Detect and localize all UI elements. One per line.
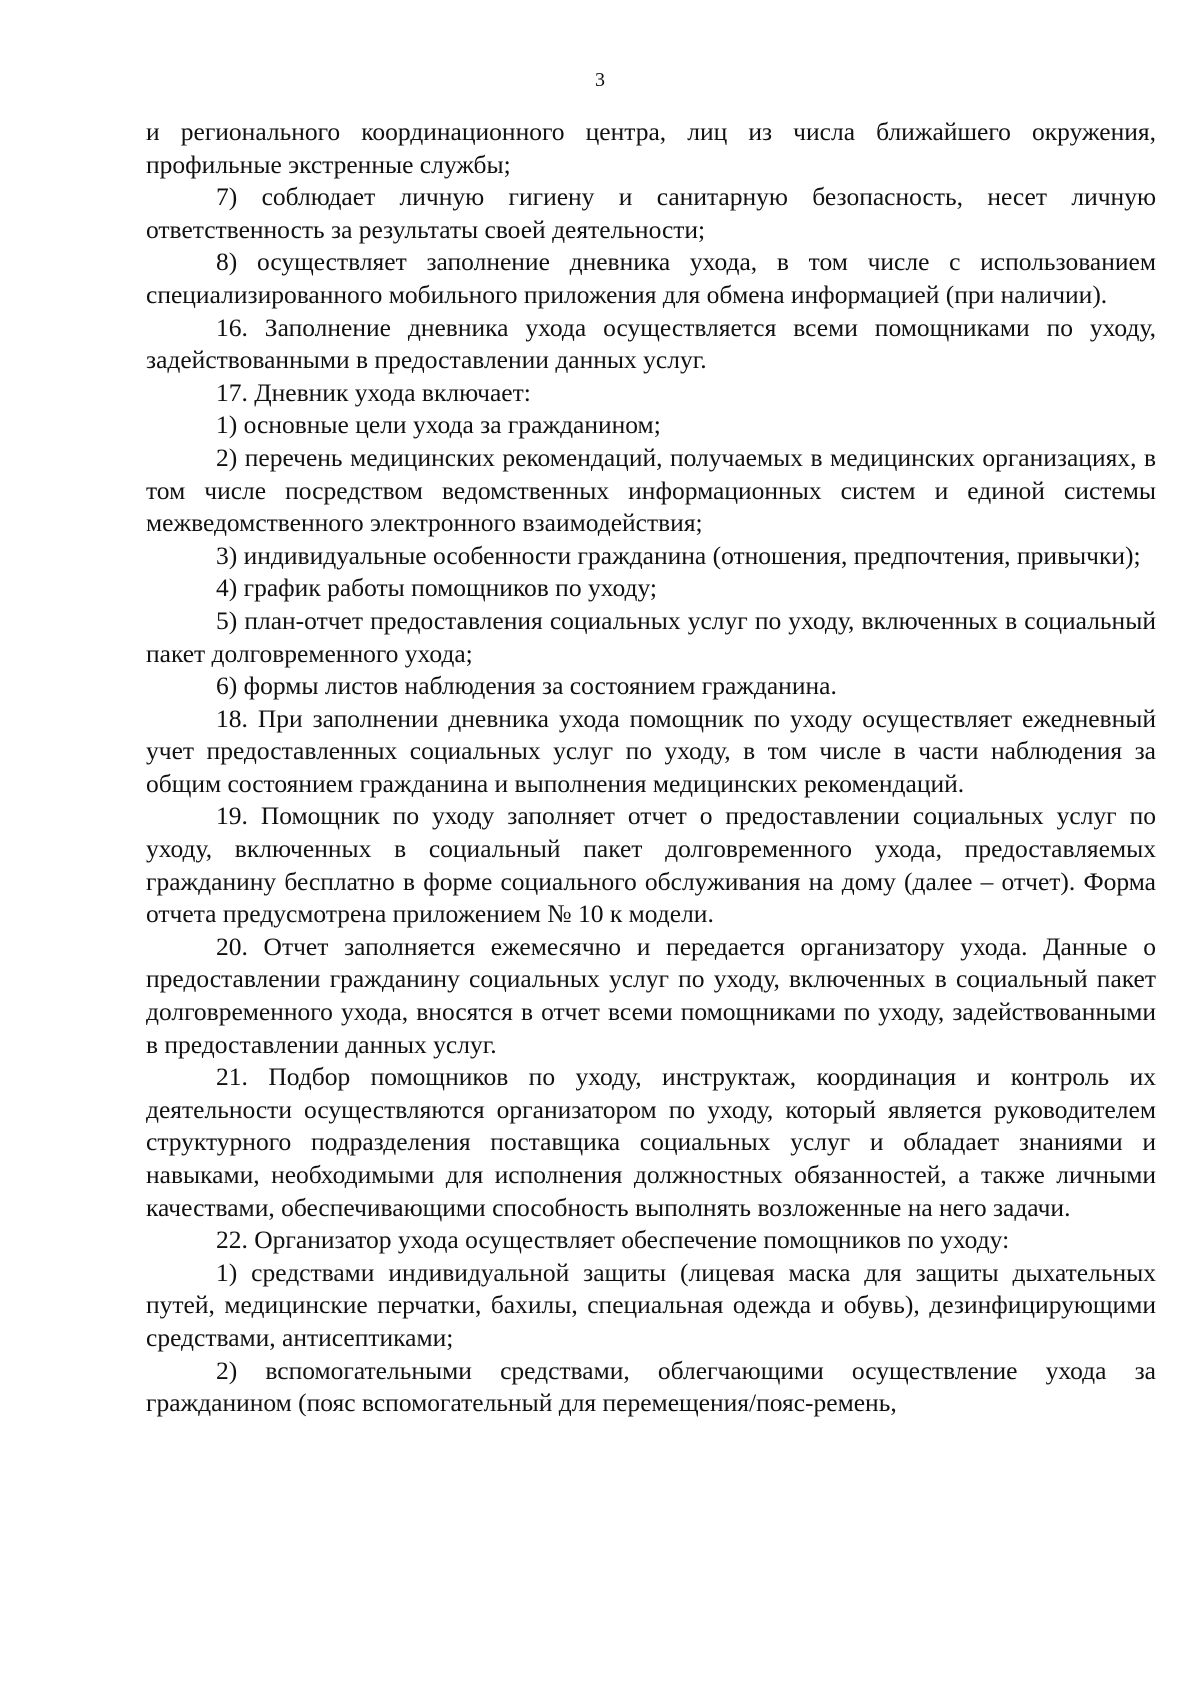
paragraph: 5) план-отчет предоставления социальных услуг по уходу, включенных в социальный пакет долговременного ухода; [146,605,1156,668]
paragraph: 1) основные цели ухода за гражданином; [216,410,661,440]
document-body [146,116,1156,1420]
paragraph: 2) перечень медицинских рекомендаций, получаемых в медицинских организациях, в том числе посредством ведомственных информационных систем и единой системы межведомственного электронного взаимодействия; [146,442,1156,538]
paragraph: 2) вспомогательными средствами, облегчающими осуществление ухода за гражданином (пояс вспомогательный для перемещения/пояс-ремень, [146,1355,1156,1418]
page-number: 3 [595,69,605,91]
paragraph: 7) соблюдает личную гигиену и санитарную безопасность, несет личную ответственность за результаты своей деятельности; [146,182,1156,244]
paragraph: 20. Отчет заполняется ежемесячно и передается организатору ухода. Данные о предоставлении гражданину социальных услуг по уходу, включенных в социальный пакет долговременного ухода, вносятся в отчет всеми помощниками по уходу, задействованными в предоставлении данных услуг. [146,931,1156,1059]
paragraph: и регионального координационного центра, лиц из числа ближайшего окружения, профильные экстренные службы; [146,117,1156,179]
paragraph: 6) формы листов наблюдения за состоянием гражданина. [216,671,837,701]
paragraph: 8) осуществляет заполнение дневника ухода, в том числе с использованием специализированного мобильного приложения для обмена информацией (при наличии). [146,247,1156,309]
paragraph: 18. При заполнении дневника ухода помощник по уходу осуществляет ежедневный учет предоставленных социальных услуг по уходу, в том числе в части наблюдения за общим состоянием гражданина и выполнения медицинских рекомендаций. [146,703,1156,798]
paragraph: 4) график работы помощников по уходу; [216,573,657,603]
paragraph: 21. Подбор помощников по уходу, инструктаж, координация и контроль их деятельности осуществляются организатором по уходу, который является руководителем структурного подразделения поставщика социальных услуг и обладает знаниями и навыками, необходимыми для исполнения должностных обязанностей, а также личными качествами, обеспечивающими способность выполнять возложенные на него задачи. [146,1062,1156,1222]
paragraph: 3) индивидуальные особенности гражданина (отношения, предпочтения, привычки); [216,540,1141,570]
paragraph: 19. Помощник по уходу заполняет отчет о предоставлении социальных услуг по уходу, включенных в социальный пакет долговременного ухода, предоставляемых гражданину бесплатно в форме социального обслуживания на дому (далее – отчет). Форма отчета предусмотрена приложением № 10 к модели. [146,801,1156,929]
paragraph: 17. Дневник ухода включает: [216,377,531,407]
paragraph: 1) средствами индивидуальной защиты (лицевая маска для защиты дыхательных путей, медицинские перчатки, бахилы, специальная одежда и обувь), дезинфицирующими средствами, антисептиками; [146,1257,1156,1352]
paragraph: 16. Заполнение дневника ухода осуществляется всеми помощниками по уходу, задействованными в предоставлении данных услуг. [146,312,1156,375]
paragraph: 22. Организатор ухода осуществляет обеспечение помощников по уходу: [216,1225,1010,1255]
